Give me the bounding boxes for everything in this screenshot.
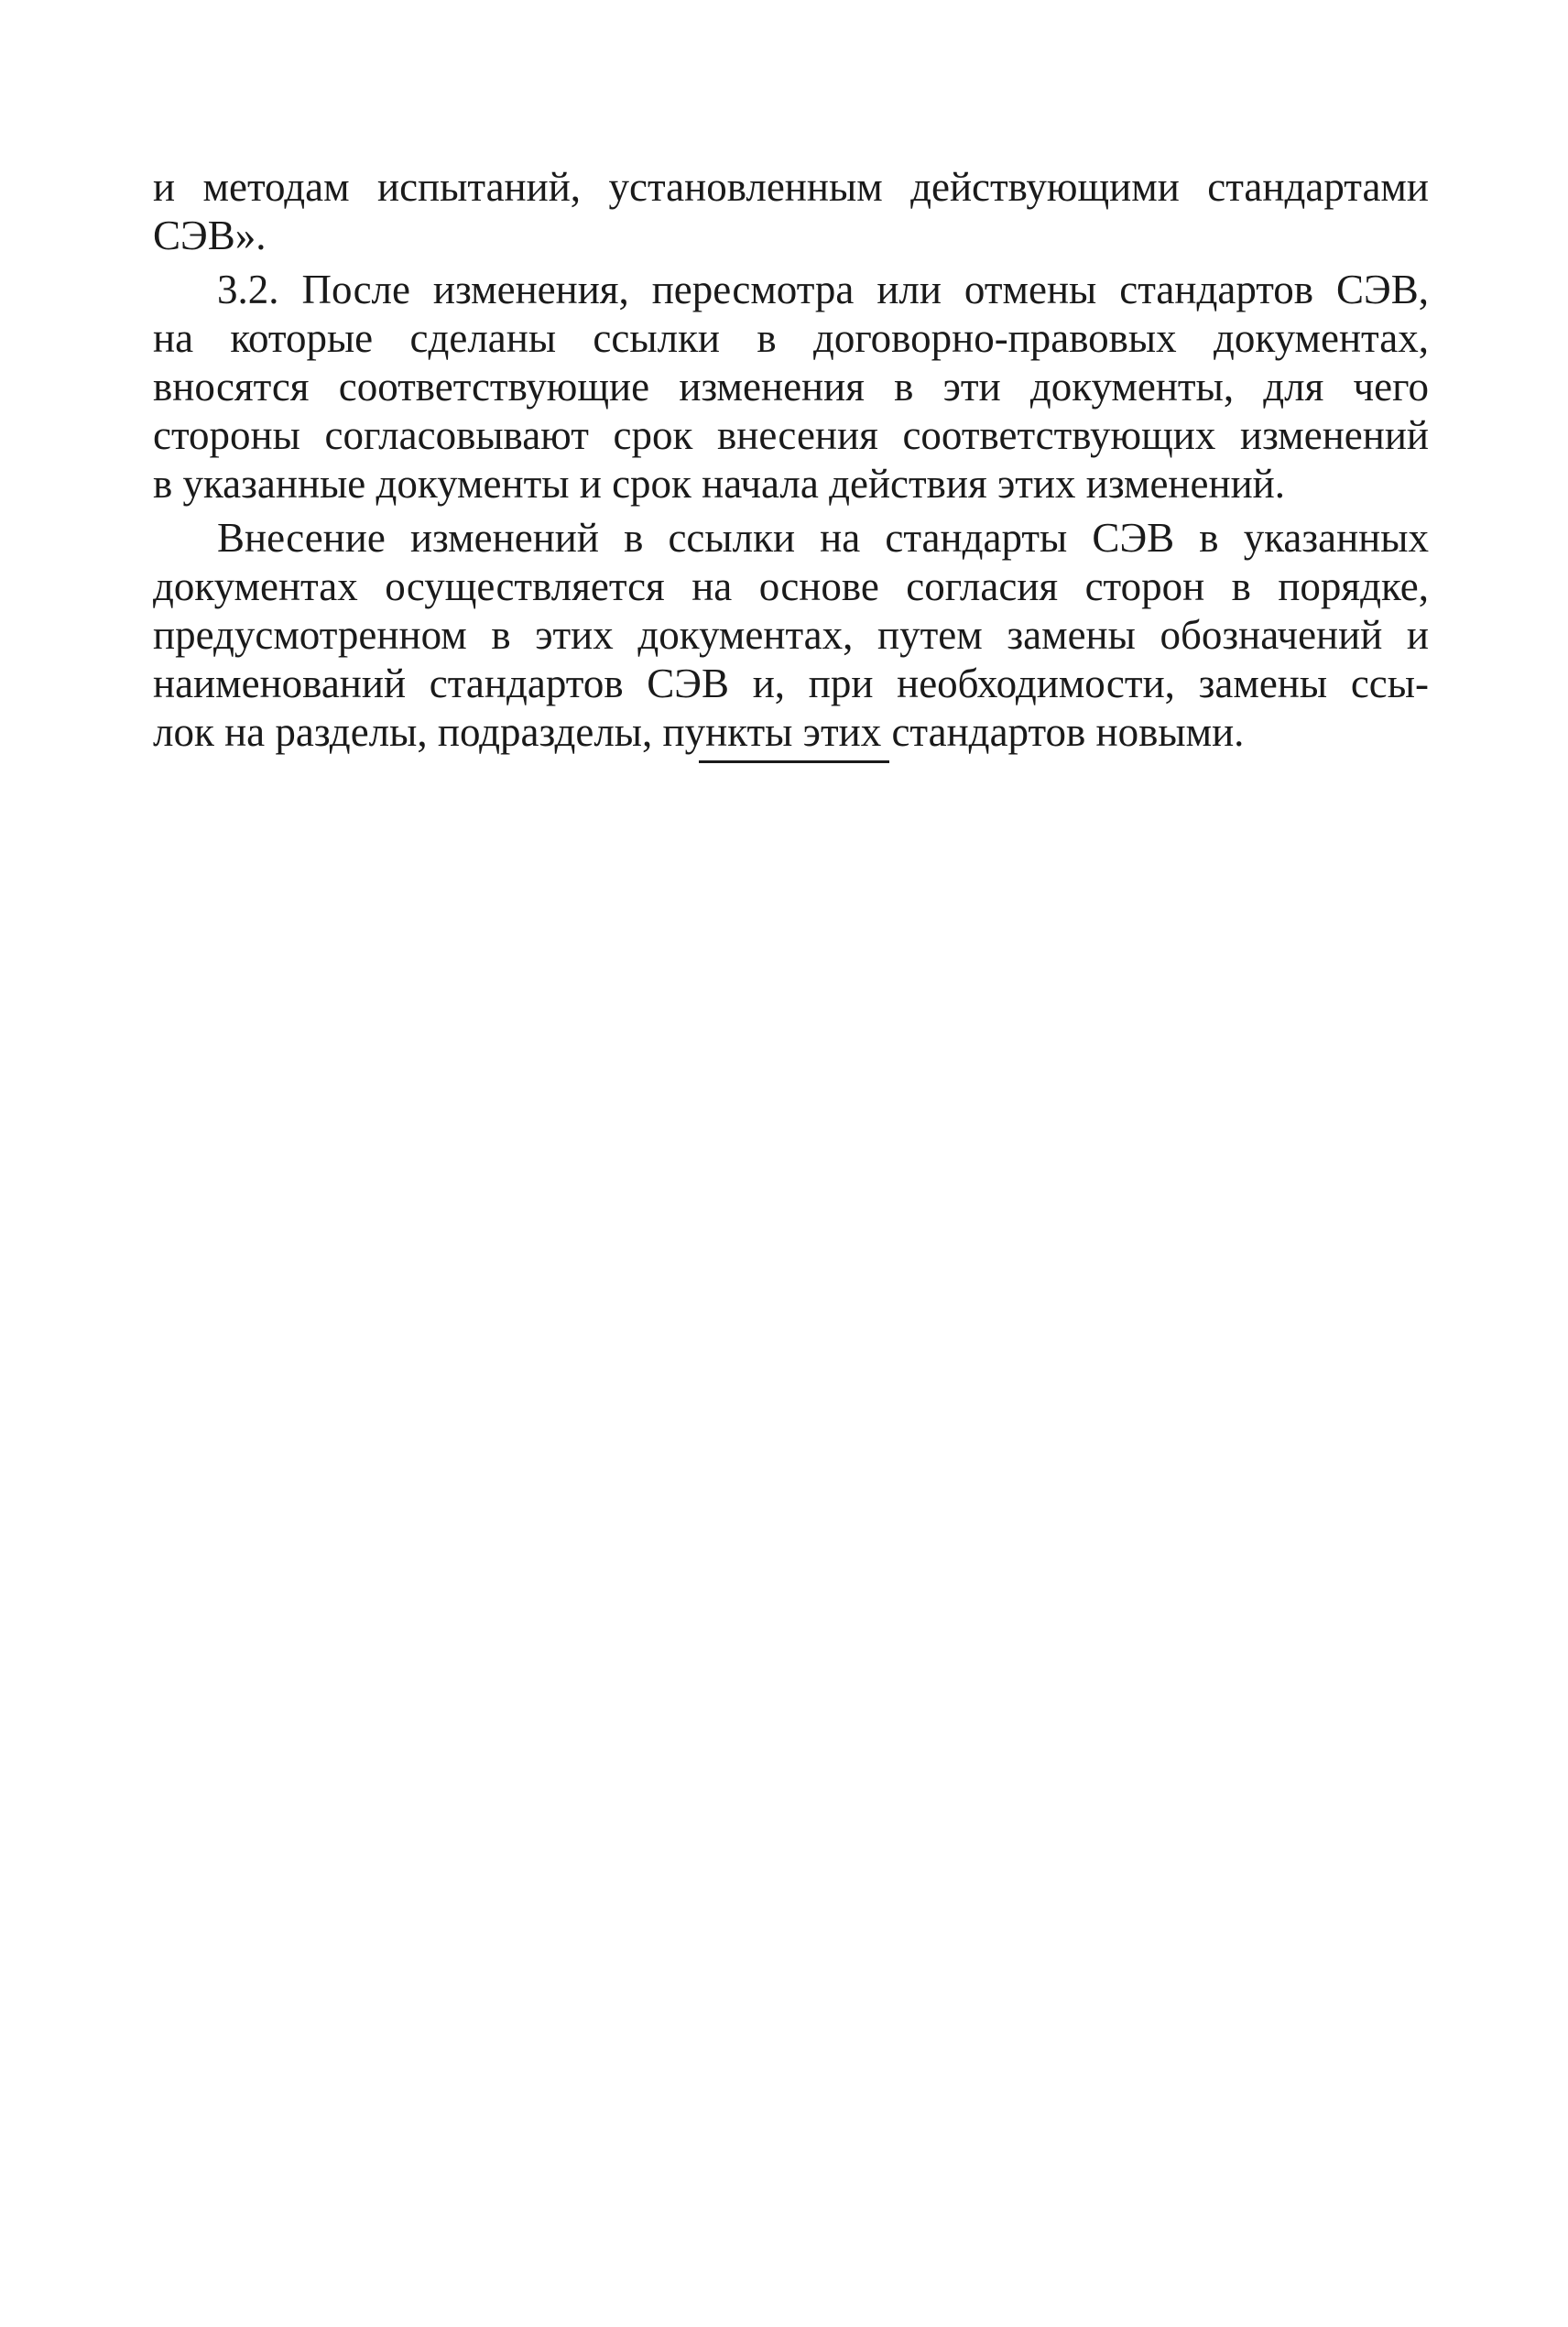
text-line: лок на разделы, подразделы, пункты этих стандартов новыми.: [153, 709, 1245, 755]
text-line: документах осуществляется на основе согласия сторон в порядке,: [153, 563, 1429, 609]
text-line: предусмотренном в этих документах, путем замены обозначений и: [153, 612, 1429, 658]
text-line: в указанные документы и срок начала действия этих изменений.: [153, 461, 1285, 507]
paragraph-amendments: [153, 514, 1429, 757]
text-line: 3.2. После изменения, пересмотра или отмены стандартов СЭВ,: [217, 267, 1429, 312]
text-line: СЭВ».: [153, 213, 267, 258]
text-line: Внесение изменений в ссылки на стандарты СЭВ в указанных: [217, 515, 1429, 561]
paragraph-continuation: [153, 163, 1429, 260]
end-of-text-rule: [699, 760, 889, 763]
text-line: на которые сделаны ссылки в договорно-правовых документах,: [153, 315, 1429, 361]
text-line: вносятся соответствующие изменения в эти документы, для чего: [153, 364, 1429, 410]
body-text: [153, 163, 1429, 757]
text-line: стороны согласовывают срок внесения соответствующих изменений: [153, 412, 1429, 458]
text-line: наименований стандартов СЭВ и, при необходимости, замены ссы-: [153, 661, 1429, 706]
text-line: и методам испытаний, установленным действующими стандартами: [153, 164, 1429, 210]
paragraph-3-2: [153, 266, 1429, 508]
